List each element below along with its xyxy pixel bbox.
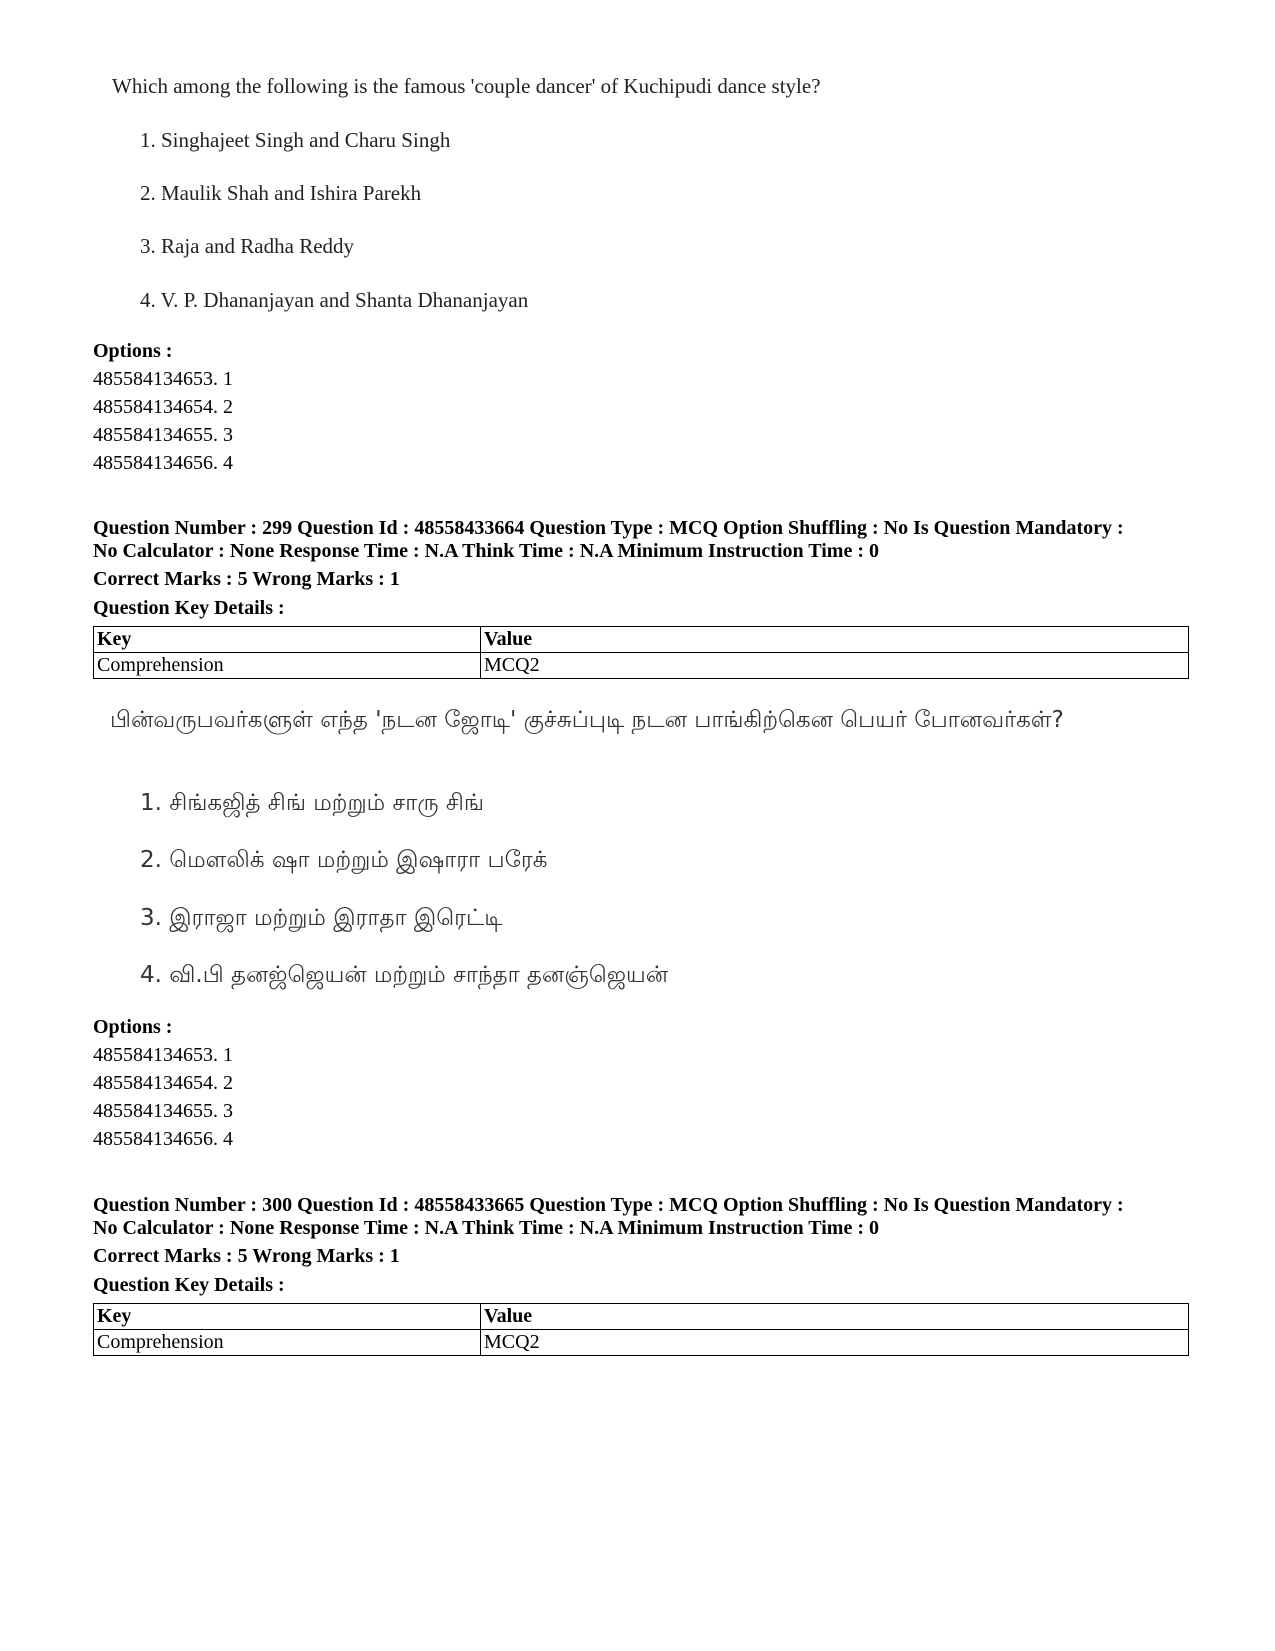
- option-line: 485584134656. 4: [93, 452, 233, 474]
- choice-1-en: 1. Singhajeet Singh and Charu Singh: [140, 128, 451, 152]
- table-cell-value: MCQ2: [481, 653, 1189, 679]
- option-line: 485584134655. 3: [93, 1100, 233, 1122]
- table-header-value: Value: [481, 1304, 1189, 1330]
- option-line: 485584134654. 2: [93, 1072, 233, 1094]
- key-value-table: [93, 1303, 1189, 1356]
- question-meta-line2: No Calculator : None Response Time : N.A Think Time : N.A Minimum Instruction Time : 0: [93, 1217, 879, 1239]
- question-text-ta: பின்வருபவர்களுள் எந்த 'நடன ஜோடி' குச்சுப்புடி நடன பாங்கிற்கென பெயர் போனவர்கள்?: [110, 707, 1064, 733]
- option-line: 485584134655. 3: [93, 424, 233, 446]
- option-line: 485584134656. 4: [93, 1128, 233, 1150]
- key-details-label: Question Key Details :: [93, 597, 285, 619]
- choice-3-en: 3. Raja and Radha Reddy: [140, 234, 355, 258]
- marks-line: Correct Marks : 5 Wrong Marks : 1: [93, 568, 400, 590]
- choice-1-ta: 1. சிங்கஜித் சிங் மற்றும் சாரு சிங்: [140, 790, 485, 816]
- table-header-value: Value: [481, 627, 1189, 653]
- table-cell-value: MCQ2: [481, 1330, 1189, 1356]
- options-label: Options :: [93, 1016, 173, 1038]
- option-line: 485584134654. 2: [93, 396, 233, 418]
- choice-2-ta: 2. மௌலிக் ஷா மற்றும் இஷாரா பரேக்: [140, 847, 548, 873]
- table-cell-key: Comprehension: [94, 653, 481, 679]
- question-text-en: Which among the following is the famous 'couple dancer' of Kuchipudi dance style?: [112, 74, 821, 98]
- key-value-table: [93, 626, 1189, 679]
- choice-3-ta: 3. இராஜா மற்றும் இராதா இரெட்டி: [140, 905, 503, 931]
- key-details-label: Question Key Details :: [93, 1274, 285, 1296]
- option-line: 485584134653. 1: [93, 368, 233, 390]
- option-line: 485584134653. 1: [93, 1044, 233, 1066]
- table-cell-key: Comprehension: [94, 1330, 481, 1356]
- choice-4-en: 4. V. P. Dhananjayan and Shanta Dhananjayan: [140, 288, 529, 312]
- question-meta-line1: Question Number : 300 Question Id : 48558433665 Question Type : MCQ Option Shuffling : No Is Question Mandatory :: [93, 1194, 1124, 1216]
- table-header-key: Key: [94, 627, 481, 653]
- choice-2-en: 2. Maulik Shah and Ishira Parekh: [140, 181, 422, 205]
- question-meta-line2: No Calculator : None Response Time : N.A Think Time : N.A Minimum Instruction Time : 0: [93, 540, 879, 562]
- table-header-key: Key: [94, 1304, 481, 1330]
- options-label: Options :: [93, 340, 173, 362]
- choice-4-ta: 4. வி.பி தனஜ்ஜெயன் மற்றும் சாந்தா தனஞ்ஜெயன்: [140, 962, 669, 988]
- question-meta-line1: Question Number : 299 Question Id : 48558433664 Question Type : MCQ Option Shuffling : No Is Question Mandatory :: [93, 517, 1124, 539]
- marks-line: Correct Marks : 5 Wrong Marks : 1: [93, 1245, 400, 1267]
